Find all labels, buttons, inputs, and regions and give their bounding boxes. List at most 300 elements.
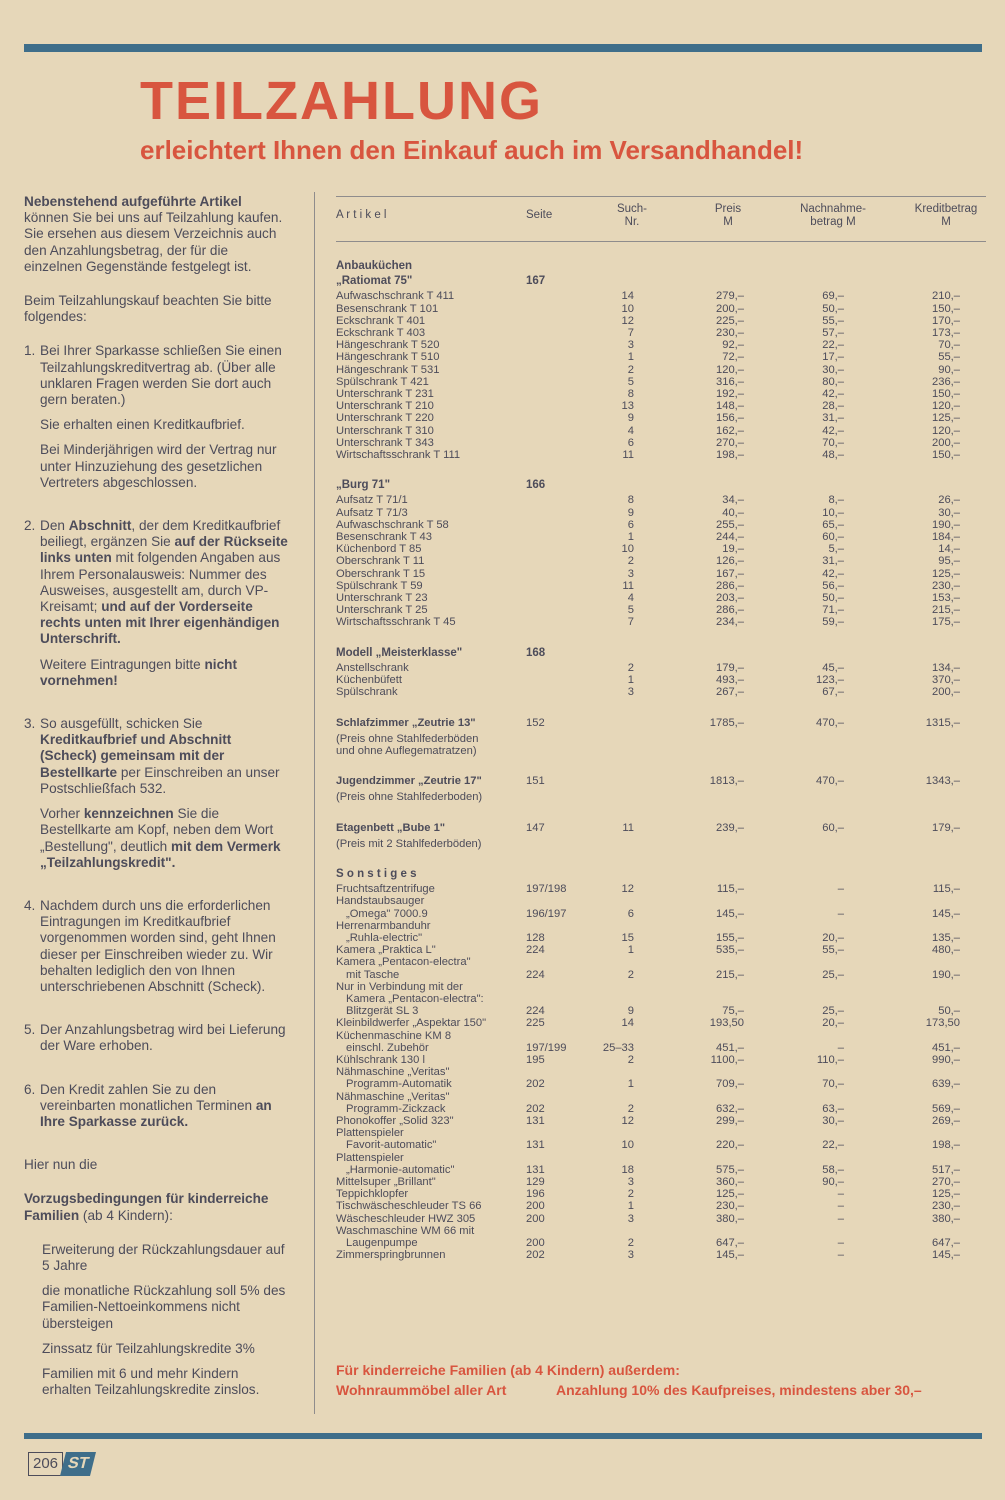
cell-kredit: 451,– xyxy=(932,1041,960,1054)
note-line-1: Für kinderreiche Familien (ab 4 Kindern) außerdem: xyxy=(336,1362,680,1378)
cell-such-nr: 1 xyxy=(627,531,634,544)
cell-seite: 167 xyxy=(526,275,546,288)
table-row xyxy=(336,507,986,519)
group-heading xyxy=(336,275,986,287)
table-gap xyxy=(336,850,986,868)
header-kredit xyxy=(908,203,984,229)
step-1 xyxy=(24,343,290,500)
family-note xyxy=(336,1360,986,1400)
cell-nachnahme: – xyxy=(837,1249,844,1262)
cell-artikel: Hängeschrank T 520 xyxy=(336,339,440,352)
header-line: M xyxy=(723,216,733,228)
cell-nachnahme: 55,– xyxy=(822,314,844,327)
cell-seite: 151 xyxy=(526,775,545,788)
cell-preis: 125,– xyxy=(716,1188,744,1201)
cell-preis: 145,– xyxy=(716,1249,744,1262)
step-number: 4. xyxy=(24,897,36,913)
cell-kredit: 30,– xyxy=(938,506,960,519)
cell-such-nr: 13 xyxy=(621,400,634,413)
cell-artikel: Unterschrank T 343 xyxy=(336,436,434,449)
cell-nachnahme: – xyxy=(837,1200,844,1213)
table-row xyxy=(336,883,986,895)
cell-kredit: 269,– xyxy=(932,1114,960,1127)
cell-seite: 131 xyxy=(526,1163,545,1176)
table-row xyxy=(336,981,986,1018)
cell-nachnahme: 60,– xyxy=(822,821,844,834)
cell-kredit: 173,50 xyxy=(925,1017,960,1030)
cell-nachnahme: – xyxy=(837,1212,844,1225)
group-heading xyxy=(336,260,986,272)
cell-kredit: 50,– xyxy=(938,1005,960,1018)
cell-kredit: 639,– xyxy=(932,1078,960,1091)
cell-seite: 200 xyxy=(526,1200,545,1213)
text-run: mit folgenden Angaben aus Ihrem Personalausweis: Nummer des Ausweises, ausgestellt am, durch VP-Kreisamt; xyxy=(40,550,281,615)
cell-nachnahme: 57,– xyxy=(822,327,844,340)
table-row xyxy=(336,315,986,327)
table-header xyxy=(336,196,986,242)
step-number: 1. xyxy=(24,343,36,359)
step-6 xyxy=(24,1082,290,1140)
table-row xyxy=(336,303,986,315)
cell-seite: 224 xyxy=(526,968,545,981)
cell-kredit: 125,– xyxy=(932,567,960,580)
cell-such-nr: 1 xyxy=(627,1200,634,1213)
table-row xyxy=(336,1030,986,1054)
cell-preis: 225,– xyxy=(716,314,744,327)
table-row xyxy=(336,388,986,400)
cell-such-nr: 25–33 xyxy=(602,1041,634,1054)
cell-artikel: Laugenpumpe xyxy=(346,1237,418,1250)
cell-artikel: Eckschrank T 401 xyxy=(336,314,426,327)
table-row xyxy=(336,531,986,543)
cell-such-nr: 2 xyxy=(627,1053,634,1066)
cell-nachnahme: 31,– xyxy=(822,555,844,568)
table-row xyxy=(336,1200,986,1212)
cell-artikel: Unterschrank T 23 xyxy=(336,592,428,605)
cell-kredit: 90,– xyxy=(938,363,960,376)
cell-kredit: 1343,– xyxy=(925,775,960,788)
cell-artikel: Unterschrank T 25 xyxy=(336,604,428,617)
group-title: Modell „Meisterklasse" xyxy=(336,646,463,659)
cell-kredit: 647,– xyxy=(932,1237,960,1249)
cell-nachnahme: – xyxy=(837,1188,844,1201)
cell-preis: 286,– xyxy=(716,604,744,617)
cell-nachnahme: 5,– xyxy=(828,543,844,556)
cell-nachnahme: 67,– xyxy=(822,686,844,699)
cell-artikel: Etagenbett „Bube 1" xyxy=(336,821,446,834)
text-run-bold: kennzeichnen xyxy=(83,806,174,822)
step-number: 3. xyxy=(24,716,36,732)
cell-preis: 230,– xyxy=(716,1200,744,1213)
cell-such-nr: 11 xyxy=(622,449,634,462)
table-row xyxy=(336,920,986,944)
cell-seite: 224 xyxy=(526,944,545,957)
cell-such-nr: 7 xyxy=(627,616,634,629)
cell-nachnahme: 22,– xyxy=(822,1139,844,1152)
cell-seite: 202 xyxy=(526,1078,545,1091)
group-heading: S o n s t i g e s xyxy=(336,867,417,880)
cell-nachnahme: 69,– xyxy=(822,290,844,303)
cell-nachnahme: 20,– xyxy=(822,1017,844,1030)
cell-seite: 197/198 xyxy=(526,883,567,896)
cell-such-nr: 4 xyxy=(627,592,634,605)
table-gap xyxy=(336,757,986,775)
text-run-bold: Vorzugsbedingungen für kinderreiche Familien xyxy=(24,1191,269,1223)
cell-kredit: 14,– xyxy=(938,543,960,556)
step-1-text-b: Sie erhalten einen Kreditkaufbrief. xyxy=(40,417,245,433)
cell-artikel: Kühlschrank 130 l xyxy=(336,1053,425,1066)
cell-artikel: Aufwaschschrank T 58 xyxy=(336,518,449,531)
table-row xyxy=(336,662,986,674)
table-row xyxy=(336,449,986,461)
text-run: So ausgefüllt, schicken Sie xyxy=(40,716,203,732)
text-run-bold: mit dem Vermerk „Teilzahlungskredit". xyxy=(40,838,281,870)
cell-artikel: Wäscheschleuder HWZ 305 xyxy=(336,1212,476,1225)
cell-such-nr: 18 xyxy=(621,1163,634,1176)
cell-nachnahme: 50,– xyxy=(822,592,844,605)
cell-preis: 279,– xyxy=(716,290,744,303)
cell-artikel: Besenschrank T 43 xyxy=(336,531,432,544)
cell-nachnahme: 30,– xyxy=(822,1114,844,1127)
table-row xyxy=(336,580,986,592)
cell-preis: 120,– xyxy=(716,363,744,376)
note-line-2b: Anzahlung 10% des Kaufpreises, mindestens aber 30,– xyxy=(556,1382,922,1398)
cell-such-nr: 12 xyxy=(621,883,634,896)
note-line-2 xyxy=(336,1380,986,1400)
cell-nachnahme: 31,– xyxy=(822,412,844,425)
cell-artikel: Oberschrank T 15 xyxy=(336,567,426,580)
table-row xyxy=(336,555,986,567)
cell-preis: 575,– xyxy=(716,1163,744,1176)
cell-kredit: 145,– xyxy=(932,907,960,920)
cell-artikel: Unterschrank T 231 xyxy=(336,388,434,401)
cell-such-nr: 11 xyxy=(622,821,634,834)
header-seite: Seite xyxy=(526,209,553,221)
cell-preis: 220,– xyxy=(716,1139,744,1152)
cell-artikel: Wirtschaftsschrank T 45 xyxy=(336,616,456,629)
cell-such-nr: 5 xyxy=(627,604,634,617)
cell-preis: 267,– xyxy=(716,686,744,699)
cell-kredit: 210,– xyxy=(932,290,960,303)
cell-artikel: Mittelsuper „Brillant" xyxy=(336,1176,436,1188)
cell-such-nr: 15 xyxy=(621,931,634,944)
cell-kredit: 26,– xyxy=(938,494,960,507)
cell-artikel: Phonokoffer „Solid 323" xyxy=(336,1114,454,1127)
cell-seite: 128 xyxy=(526,931,545,944)
cell-nachnahme: 10,– xyxy=(822,506,844,519)
cell-artikel: „Omega" 7000.9 xyxy=(346,907,428,920)
text-run: Sie die Bestellkarte am Kopf, neben dem Wort „Bestellung", deutlich xyxy=(40,806,274,854)
header-line: Kreditbetrag xyxy=(914,203,978,215)
cell-nachnahme: 470,– xyxy=(816,775,844,788)
cell-kredit: 190,– xyxy=(932,518,960,531)
cell-seite: 147 xyxy=(526,821,545,834)
table-row xyxy=(336,437,986,449)
group-title: Anbauküchen xyxy=(336,260,413,272)
cell-kredit: 173,– xyxy=(932,327,960,340)
cell-preis: 145,– xyxy=(716,907,744,920)
table-row xyxy=(336,956,986,980)
cell-such-nr: 2 xyxy=(627,1237,634,1249)
cell-nachnahme: 58,– xyxy=(822,1163,844,1176)
step-4-text: Nachdem durch uns die erforderlichen Eintragungen im Kreditkaufbrief vorgenommen worden sind, geht Ihnen dieser per Einschreiben wieder zu. Wir behalten lediglich den von Ihnen unterschriebenen Abschnitt (Scheck). xyxy=(40,897,276,994)
table-gap xyxy=(336,461,986,479)
cell-such-nr: 14 xyxy=(621,1017,634,1030)
cell-such-nr: 2 xyxy=(627,1188,634,1201)
cell-preis: 535,– xyxy=(716,944,744,957)
cell-such-nr: 9 xyxy=(627,506,634,519)
text-run: Den xyxy=(40,518,69,534)
table-row xyxy=(336,1066,986,1090)
cell-seite: 200 xyxy=(526,1237,545,1249)
cell-preis: 179,– xyxy=(716,661,744,674)
cell-nachnahme: 70,– xyxy=(822,436,844,449)
footer xyxy=(28,1452,93,1476)
cell-such-nr: 9 xyxy=(627,1005,634,1018)
cell-nachnahme: 80,– xyxy=(822,375,844,388)
cell-nachnahme: 42,– xyxy=(822,424,844,437)
cell-preis: 316,– xyxy=(716,375,744,388)
cell-such-nr: 12 xyxy=(621,1114,634,1127)
cell-seite: 131 xyxy=(526,1114,545,1127)
cell-artikel: Spülschrank xyxy=(336,686,398,699)
cell-such-nr: 3 xyxy=(627,339,634,352)
cell-preis: 234,– xyxy=(716,616,744,629)
vorzug-item: Familien mit 6 und mehr Kindern erhalten Teilzahlungskredite zinslos. xyxy=(42,1365,260,1398)
cell-such-nr: 7 xyxy=(627,327,634,340)
cell-seite: 224 xyxy=(526,1005,545,1018)
cell-preis: 230,– xyxy=(716,327,744,340)
step-2 xyxy=(24,518,290,698)
table-row xyxy=(336,543,986,555)
cell-kredit: 1315,– xyxy=(925,716,960,729)
table-row xyxy=(336,604,986,616)
cell-kredit: 170,– xyxy=(932,314,960,327)
instructions-column xyxy=(24,194,290,1407)
table-row xyxy=(336,1225,986,1249)
cell-nachnahme: – xyxy=(837,907,844,920)
cell-artikel: Favorit-automatic" xyxy=(346,1139,437,1152)
cell-seite: 168 xyxy=(526,646,546,659)
cell-preis: 192,– xyxy=(716,388,744,401)
cell-artikel: Plattenspieler xyxy=(336,1127,404,1140)
cell-preis: 200,– xyxy=(716,302,744,315)
cell-seite: 195 xyxy=(526,1053,545,1066)
cell-artikel: Unterschrank T 220 xyxy=(336,412,434,425)
step-number: 5. xyxy=(24,1022,36,1038)
cell-preis: 148,– xyxy=(716,400,744,413)
cell-seite: 202 xyxy=(526,1249,545,1262)
cell-preis: 126,– xyxy=(716,555,744,568)
cell-artikel: Zimmerspringbrunnen xyxy=(336,1249,446,1262)
table-row xyxy=(336,1249,986,1261)
text-run: (ab 4 Kindern): xyxy=(79,1207,173,1223)
table-row xyxy=(336,1176,986,1188)
cell-artikel: Aufsatz T 71/1 xyxy=(336,494,408,507)
cell-artikel: Spülschrank T 421 xyxy=(336,375,429,388)
vorzug-item: Zinssatz für Teilzahlungskredite 3% xyxy=(42,1340,255,1356)
step-1-text-c: Bei Minderjährigen wird der Vertrag nur unter Hinzuziehung des gesetzlichen Vertreters abgeschlossen. xyxy=(40,442,277,490)
cell-artikel-note: (Preis ohne Stahlfederboden) xyxy=(336,791,483,804)
cell-preis: 244,– xyxy=(716,531,744,544)
text-run-bold: Abschnitt xyxy=(68,518,132,534)
cell-kredit: 190,– xyxy=(932,968,960,981)
cell-nachnahme: 63,– xyxy=(822,1102,844,1115)
cell-kredit: 120,– xyxy=(932,424,960,437)
cell-preis: 380,– xyxy=(716,1212,744,1225)
table-row xyxy=(336,568,986,580)
vorzug-item: Erweiterung der Rückzahlungsdauer auf 5 Jahre xyxy=(42,1241,285,1273)
group-heading xyxy=(336,479,986,491)
cell-such-nr: 3 xyxy=(627,567,634,580)
cell-nachnahme: 42,– xyxy=(822,388,844,401)
table-row xyxy=(336,327,986,339)
header-line: Nr. xyxy=(624,216,640,228)
step-number: 6. xyxy=(24,1081,36,1097)
cell-nachnahme: 90,– xyxy=(822,1176,844,1188)
group-heading xyxy=(336,647,986,659)
cell-artikel: mit Tasche xyxy=(346,968,400,981)
cell-kredit: 135,– xyxy=(932,931,960,944)
cell-such-nr: 1 xyxy=(627,944,634,957)
cell-preis: 493,– xyxy=(716,674,744,687)
table-row xyxy=(336,519,986,531)
cell-artikel: Oberschrank T 11 xyxy=(336,555,425,568)
cell-kredit: 990,– xyxy=(932,1053,960,1066)
cell-preis: 1785,– xyxy=(709,716,744,729)
cell-such-nr: 4 xyxy=(627,424,634,437)
cell-such-nr: 3 xyxy=(627,1212,634,1225)
header-line: Such- xyxy=(616,203,648,215)
cell-nachnahme: 8,– xyxy=(828,494,844,507)
cell-such-nr: 8 xyxy=(627,494,634,507)
cell-seite: 225 xyxy=(526,1017,545,1030)
cell-artikel: Kleinbildwerfer „Aspektar 150" xyxy=(336,1017,487,1030)
intro-paragraph xyxy=(24,194,290,275)
step-1-text-a: Bei Ihrer Sparkasse schließen Sie einen Teilzahlungskreditvertrag ab. (Über alle unklaren Fragen werden Sie dort auch gern beraten.) xyxy=(40,343,282,408)
cell-nachnahme: 55,– xyxy=(822,944,844,957)
cell-seite: 202 xyxy=(526,1102,545,1115)
step-6-text xyxy=(40,1082,290,1131)
cell-preis: 451,– xyxy=(716,1041,744,1054)
header-line: Nachnahme- xyxy=(800,203,866,215)
cell-preis: 162,– xyxy=(716,424,744,437)
cell-such-nr: 10 xyxy=(621,1139,634,1152)
column-divider xyxy=(314,192,315,1414)
group-title: „Burg 71" xyxy=(336,479,391,492)
top-rule xyxy=(24,44,982,52)
table-row xyxy=(336,1127,986,1151)
cell-kredit: 55,– xyxy=(938,351,960,364)
cell-preis: 198,– xyxy=(716,449,744,462)
cell-artikel: Unterschrank T 210 xyxy=(336,400,434,413)
cell-such-nr: 3 xyxy=(627,686,634,699)
table-row xyxy=(336,1188,986,1200)
cell-such-nr: 6 xyxy=(627,907,634,920)
cell-nachnahme: 110,– xyxy=(816,1053,844,1066)
cell-artikel: Waschmaschine WM 66 mit xyxy=(336,1224,475,1237)
cell-artikel-note: (Preis mit 2 Stahlfederböden) xyxy=(336,837,482,850)
cell-artikel: Eckschrank T 403 xyxy=(336,327,426,340)
text-run-bold: an Ihre Sparkasse zurück. xyxy=(40,1097,272,1129)
cell-such-nr: 9 xyxy=(627,412,634,425)
step-number: 2. xyxy=(24,518,36,534)
table-row xyxy=(336,895,986,919)
cell-artikel: Unterschrank T 310 xyxy=(336,424,434,437)
page-subtitle: erleichtert Ihnen den Einkauf auch im Versandhandel! xyxy=(140,135,804,165)
cell-preis: 167,– xyxy=(716,567,744,580)
table-row xyxy=(336,376,986,388)
step-4 xyxy=(24,898,290,1004)
table-row xyxy=(336,1017,986,1029)
cell-kredit: 145,– xyxy=(932,1249,960,1262)
intro-bold: Nebenstehend aufgeführte Artikel xyxy=(24,194,242,209)
publisher-logo: ST xyxy=(60,1452,96,1476)
cell-seite: 200 xyxy=(526,1212,545,1225)
vorzug-heading xyxy=(24,1191,290,1223)
table-row xyxy=(336,364,986,376)
cell-seite: 129 xyxy=(526,1176,545,1188)
cell-nachnahme: – xyxy=(837,883,844,896)
cell-artikel: Schlafzimmer „Zeutrie 13" xyxy=(336,716,476,729)
cell-artikel: Nähmaschine „Veritas" xyxy=(336,1090,450,1103)
cell-artikel: Handstaubsauger xyxy=(336,895,425,908)
cell-such-nr: 2 xyxy=(627,1102,634,1115)
cell-preis: 255,– xyxy=(716,518,744,531)
cell-preis: 270,– xyxy=(716,436,744,449)
text-run: , der dem Kreditkaufbrief beiliegt, ergänzen Sie xyxy=(40,518,281,550)
cell-such-nr: 2 xyxy=(627,661,634,674)
cell-such-nr: 6 xyxy=(627,518,634,531)
cell-kredit: 370,– xyxy=(932,674,960,687)
cell-artikel: Plattenspieler xyxy=(336,1151,404,1164)
cell-seite: 152 xyxy=(526,716,545,729)
cell-such-nr: 3 xyxy=(627,1176,634,1188)
step-2-text-b xyxy=(40,657,290,689)
header-artikel: A r t i k e l xyxy=(336,209,387,221)
cell-preis: 360,– xyxy=(716,1176,744,1188)
cell-artikel: Kamera „Pentacon-electra": xyxy=(346,992,484,1005)
cell-artikel: Kamera „Praktica L" xyxy=(336,944,436,957)
table-gap xyxy=(336,699,986,717)
cell-artikel: Anstellschrank xyxy=(336,661,409,674)
cell-artikel: einschl. Zubehör xyxy=(346,1041,429,1054)
cell-kredit: 517,– xyxy=(932,1163,960,1176)
table-row xyxy=(336,674,986,686)
cell-nachnahme: – xyxy=(837,1237,844,1249)
cell-artikel: Hängeschrank T 531 xyxy=(336,363,440,376)
cell-kredit: 480,– xyxy=(932,944,960,957)
cell-nachnahme: 28,– xyxy=(822,400,844,413)
table-row xyxy=(336,1054,986,1066)
header-line: betrag M xyxy=(810,216,856,228)
cell-nachnahme: 22,– xyxy=(822,339,844,352)
cell-nachnahme: 70,– xyxy=(822,1078,844,1091)
cell-artikel: Aufwaschschrank T 411 xyxy=(336,290,455,303)
cell-nachnahme: 30,– xyxy=(822,363,844,376)
cell-kredit: 134,– xyxy=(932,661,960,674)
cell-preis: 193,50 xyxy=(709,1017,744,1030)
cell-kredit: 175,– xyxy=(932,616,960,629)
text-run-bold: Kreditkaufbrief und Abschnitt (Scheck) gemeinsam mit der Bestellkarte xyxy=(40,732,232,780)
cell-artikel: Nur in Verbindung mit der xyxy=(336,980,463,993)
step-2-text-a xyxy=(40,518,290,648)
table-gap xyxy=(336,804,986,822)
vorzug-item: die monatliche Rückzahlung soll 5% des Familien-Nettoeinkommens nicht übersteigen xyxy=(42,1283,286,1331)
table-row xyxy=(336,592,986,604)
cell-nachnahme: 59,– xyxy=(822,616,844,629)
cell-such-nr: 10 xyxy=(621,543,634,556)
